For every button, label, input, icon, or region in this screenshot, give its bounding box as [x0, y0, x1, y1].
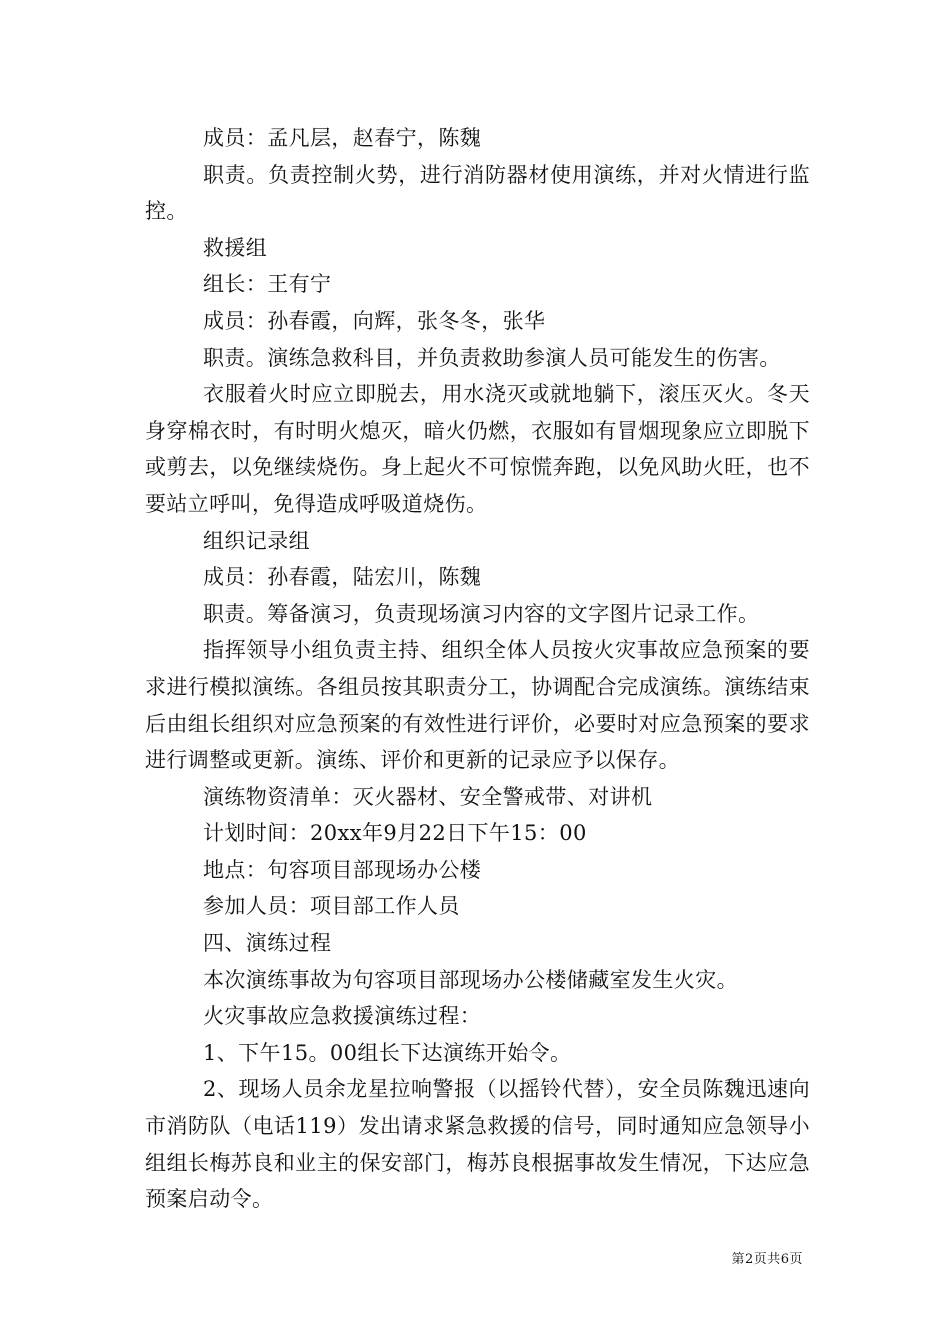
paragraph-duty-fire-control: 职责。负责控制火势，进行消防器材使用演练，并对火情进行监控。	[145, 162, 810, 224]
paragraph-record-members: 成员：孙春霞，陆宏川，陈魏	[203, 565, 482, 590]
document-body	[145, 120, 810, 1218]
paragraph-members-fire-control: 成员：孟凡层，赵春宁，陈魏	[203, 126, 482, 150]
paragraph-participants: 参加人员：项目部工作人员	[203, 894, 460, 919]
paragraph-materials-list: 演练物资清单：灭火器材、安全警戒带、对讲机	[203, 784, 653, 809]
paragraph-process-heading: 火灾事故应急救援演练过程：	[203, 1004, 482, 1029]
paragraph-rescue-leader: 组长：王有宁	[203, 272, 332, 297]
page-number: 第2页共6页	[731, 1252, 803, 1267]
paragraph-step-two: 2、现场人员余龙星拉响警报（以摇铃代替），安全员陈魏迅速向市消防队（电话119）发出请求紧急救援的信号，同时通知应急领导小组组长梅苏良和业主的保安部门，梅苏良根据事故发生情况，下达应急预案启动令。	[145, 1077, 810, 1212]
paragraph-record-group-heading: 组织记录组	[203, 528, 310, 553]
paragraph-section-four-heading: 四、演练过程	[203, 931, 332, 956]
paragraph-plan-time: 计划时间：20xx年9月22日下午15：00	[203, 821, 587, 846]
paragraph-rescue-duty: 职责。演练急救科目，并负责救助参演人员可能发生的伤害。	[203, 345, 781, 370]
paragraph-command-procedure: 指挥领导小组负责主持、组织全体人员按火灾事故应急预案的要求进行模拟演练。各组员按其职责分工，协调配合完成演练。演练结束后由组长组织对应急预案的有效性进行评价，必要时对应急预案的要求进行调整或更新。演练、评价和更新的记录应予以保存。	[145, 638, 810, 773]
paragraph-clothing-fire-advice: 衣服着火时应立即脱去，用水浇灭或就地躺下，滚压灭火。冬天身穿棉衣时，有时明火熄灭，暗火仍燃，衣服如有冒烟现象应立即脱下或剪去，以免继续烧伤。身上起火不可惊慌奔跑，以免风助火旺，也不要站立呼叫，免得造成呼吸道烧伤。	[145, 382, 810, 516]
paragraph-location: 地点：句容项目部现场办公楼	[203, 857, 482, 882]
paragraph-scenario: 本次演练事故为句容项目部现场办公楼储藏室发生火灾。	[203, 967, 738, 992]
paragraph-rescue-members: 成员：孙春霞，向辉，张冬冬，张华	[203, 308, 546, 333]
paragraph-record-duty: 职责。筹备演习，负责现场演习内容的文字图片记录工作。	[203, 601, 760, 626]
paragraph-step-one: 1、下午15。00组长下达演练开始令。	[203, 1040, 572, 1065]
paragraph-rescue-group-heading: 救援组	[203, 235, 268, 260]
